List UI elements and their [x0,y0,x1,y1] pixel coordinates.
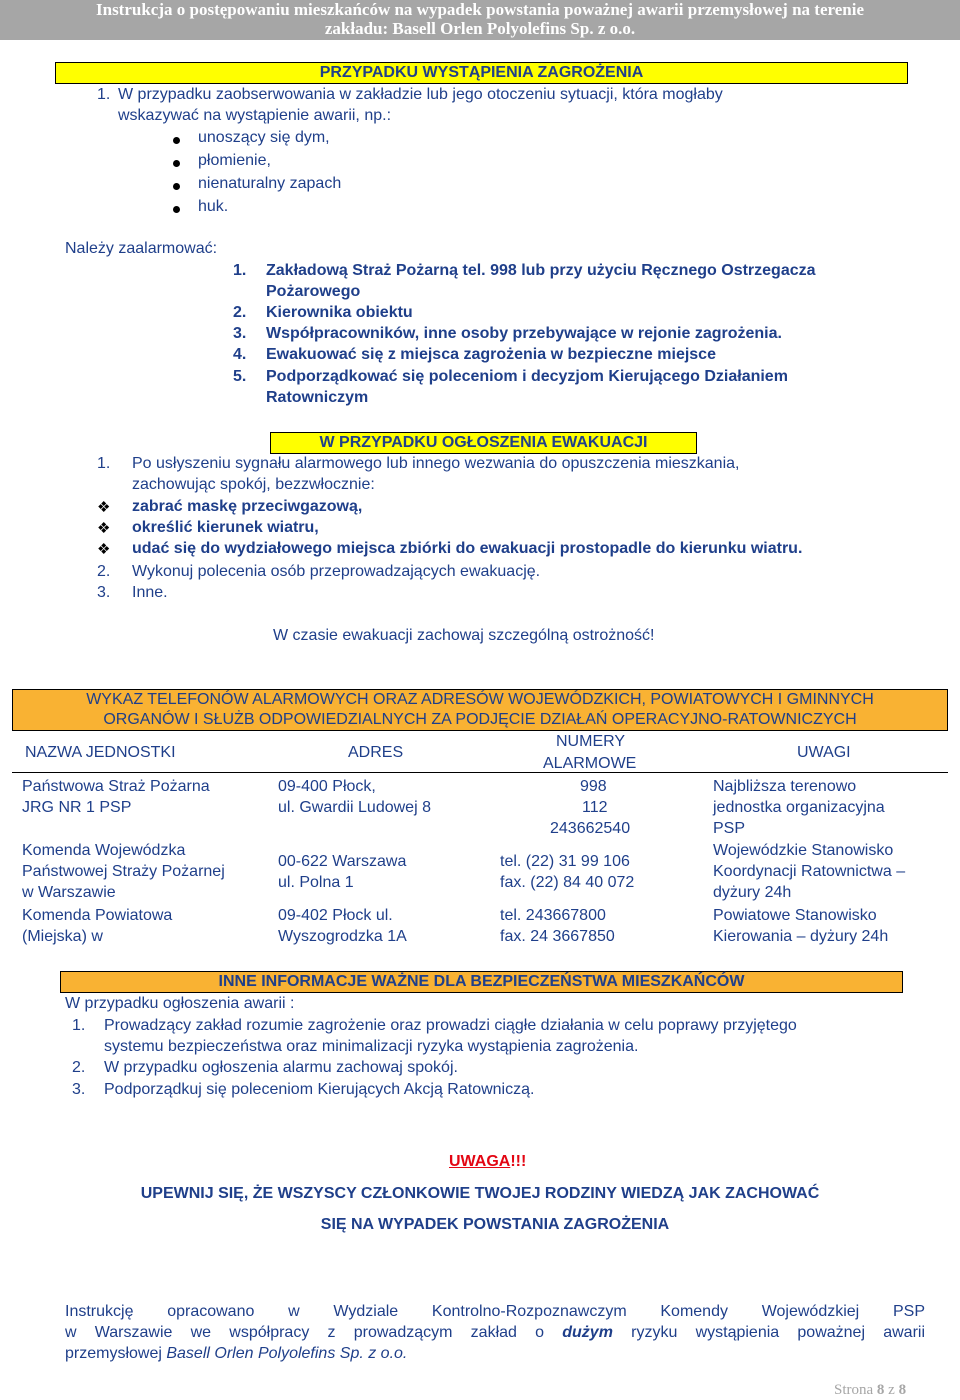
section4-intro: W przypadku ogłoszenia awarii : [65,995,295,1012]
warning-title-word: UWAGA [449,1153,511,1170]
step-2-num: 2. [233,304,247,321]
section1-intro-line1: W przypadku zaobserwowania w zakładzie lub jego otoczeniu sytuacji, która mogłaby [118,86,723,103]
row2-notes-2: Koordynacji Ratownictwa – [713,863,906,880]
info-2-line1: W przypadku ogłoszenia alarmu zachowaj spokój. [104,1059,458,1076]
warning-line-1: UPEWNIJ SIĘ, ŻE WSZYSCY CZŁONKOWIE TWOJEJ RODZINY WIEDZĄ JAK ZACHOWAĆ [140,1185,820,1202]
row1-unit-2: JRG NR 1 PSP [22,799,132,816]
section2-banner-text: W PRZYPADKU OGŁOSZENIA EWAKUACJI [319,434,648,451]
row1-notes-1: Najbliższa terenowo [713,778,857,795]
info-3-num: 3. [72,1081,86,1098]
phones-banner-line1: WYKAZ TELEFONÓW ALARMOWYCH ORAZ ADRESÓW WOJEWÓDZKICH, POWIATOWYCH I GMINNYCH [86,691,874,708]
info-1-num: 1. [72,1017,86,1034]
info-3-line1: Podporządkuj się poleceniom Kierujących Akcją Ratowniczą. [104,1081,535,1098]
row2-address-1: 00-622 Warszawa [278,853,407,870]
footer-line-2-c: ryzyku wystąpienia poważnej awarii [612,1324,925,1341]
col-header-address: ADRES [348,744,404,761]
diamond-bullet-icon: ❖ [97,499,111,516]
section4-banner [60,971,903,993]
step-5-line1: Podporządkować się poleceniom i decyzjom Kierującego Działaniem [266,368,788,385]
row2-address-2: ul. Polna 1 [278,874,354,891]
col-header-numbers-2: ALARMOWE [543,755,637,772]
warning-line-2: SIĘ NA WYPADEK POWSTANIA ZAGROŻENIA [320,1216,670,1233]
evac-caution: W czasie ewakuacji zachowaj szczególną ostrożność! [273,627,655,644]
page-number [834,1382,906,1399]
bullet-item-4: huk. [198,198,229,215]
evac-action-3: udać się do wydziałowego miejsca zbiórki do ewakuacji prostopadle do kierunku wiatru. [132,540,803,557]
row3-address-1: 09-402 Płock ul. [278,907,393,924]
section1-banner [55,62,908,84]
row3-unit-2: (Miejska) w [22,928,103,945]
row1-address-2: ul. Gwardii Ludowej 8 [278,799,431,816]
row2-notes-1: Wojewódzkie Stanowisko [713,842,894,859]
row3-address-2: Wyszogrodzka 1A [278,928,407,945]
page-total: 8 [898,1382,907,1398]
bullet-icon [173,206,180,213]
step-4-num: 4. [233,346,247,363]
step-1-line2: Pożarowego [266,283,361,300]
footer-line-3-a: przemysłowej [65,1345,167,1362]
evac-item3: Inne. [132,584,168,601]
evac-item1-num: 1. [97,455,111,472]
page-sep: z [884,1382,899,1398]
footer-line-3 [65,1345,407,1363]
evac-action-1: zabrać maskę przeciwgazową, [132,498,363,515]
step-5-line2: Ratowniczym [266,389,369,406]
row2-unit-2: Państwowej Straży Pożarnej [22,863,225,880]
warning-title [449,1153,526,1171]
alarm-label: Należy zaalarmować: [65,240,218,257]
section1-intro-line2: wskazywać na wystąpienie awarii, np.: [118,107,392,124]
footer-line-2 [65,1324,925,1342]
bullet-icon [173,160,180,167]
col-header-unit: NAZWA JEDNOSTKI [25,744,176,761]
header-line-1: Instrukcja o postępowaniu mieszkańców na wypadek powstania poważnej awarii przemysłowej na terenie [96,0,864,19]
row1-notes-3: PSP [713,820,746,837]
row3-unit-1: Komenda Powiatowa [22,907,173,924]
evac-action-2: określić kierunek wiatru, [132,519,319,536]
row1-number-2: 112 [582,799,608,816]
evac-item1-line2: zachowując spokój, bezzwłocznie: [132,476,375,493]
footer-line-2-a: w Warszawie we współpracy z prowadzącym zakład o [65,1324,563,1341]
bullet-item-1: unoszący się dym, [198,129,330,146]
step-3-line1: Współpracowników, inne osoby przebywające w rejonie zagrożenia. [266,325,782,342]
evac-item2: Wykonuj polecenia osób przeprowadzających ewakuację. [132,563,541,580]
table-header-divider [12,772,948,773]
row1-address-1: 09-400 Płock, [278,778,376,795]
col-header-numbers-1: NUMERY [556,733,626,750]
bullet-icon [173,183,180,190]
diamond-bullet-icon: ❖ [97,541,111,558]
row3-notes-1: Powiatowe Stanowisko [713,907,877,924]
warning-title-exclaim: !!! [510,1153,527,1170]
diamond-bullet-icon: ❖ [97,520,111,537]
row2-number-1: tel. (22) 31 99 106 [500,853,630,870]
info-1-line1: Prowadzący zakład rozumie zagrożenie oraz prowadzi ciągłe działania w celu poprawy przyjętego [104,1017,797,1034]
evac-item1-line1: Po usłyszeniu sygnału alarmowego lub innego wezwania do opuszczenia mieszkania, [132,455,740,472]
row3-notes-2: Kierowania – dyżury 24h [713,928,889,945]
row1-notes-2: jednostka organizacyjna [713,799,885,816]
row1-unit-1: Państwowa Straż Pożarna [22,778,210,795]
section1-banner-text: PRZYPADKU WYSTĄPIENIA ZAGROŻENIA [319,64,644,81]
header-line-2: zakładu: Basell Orlen Polyolefins Sp. z o.o. [324,19,636,38]
row1-number-1: 998 [580,778,607,795]
evac-item3-num: 3. [97,584,111,601]
row2-number-2: fax. (22) 84 40 072 [500,874,635,891]
footer-line-2-emphasis: dużym [562,1324,613,1341]
row2-unit-1: Komenda Wojewódzka [22,842,186,859]
row1-number-3: 243662540 [550,820,631,837]
phones-banner-line2: ORGANÓW I SŁUŻB ODPOWIEDZIALNYCH ZA PODJĘCIE DZIAŁAŃ OPERACYJNO-RATOWNICZYCH [103,711,857,728]
step-2-line1: Kierownika obiektu [266,304,413,321]
page-current: 8 [876,1382,885,1398]
phones-banner [12,689,948,731]
info-2-num: 2. [72,1059,86,1076]
row3-number-1: tel. 243667800 [500,907,606,924]
col-header-notes: UWAGI [797,744,851,761]
row2-unit-3: w Warszawie [22,884,116,901]
step-3-num: 3. [233,325,247,342]
section2-banner [270,432,697,454]
row3-number-2: fax. 24 3667850 [500,928,615,945]
section4-banner-text: INNE INFORMACJE WAŻNE DLA BEZPIECZEŃSTWA MIESZKAŃCÓW [218,973,745,990]
bullet-item-2: płomienie, [198,152,271,169]
bullet-item-3: nienaturalny zapach [198,175,342,192]
row2-notes-3: dyżury 24h [713,884,792,901]
page-label: Strona [834,1382,877,1398]
info-1-line2: systemu bezpieczeństwa oraz minimalizacji ryzyka wystąpienia zagrożenia. [104,1038,639,1055]
step-4-line1: Ewakuować się z miejsca zagrożenia w bezpieczne miejsce [266,346,716,363]
page-header [0,0,960,40]
footer-line-1: Instrukcję opracowano w Wydziale Kontrolno-Rozpoznawczym Komendy Wojewódzkiej PSP [65,1303,925,1320]
evac-item2-num: 2. [97,563,111,580]
footer-company: Basell Orlen Polyolefins Sp. z o.o. [166,1345,408,1362]
step-1-line1: Zakładową Straż Pożarną tel. 998 lub przy użyciu Ręcznego Ostrzegacza [266,262,816,279]
step-5-num: 5. [233,368,247,385]
bullet-icon [173,137,180,144]
step-1-num: 1. [233,262,247,279]
section1-intro-num: 1. [97,86,111,103]
